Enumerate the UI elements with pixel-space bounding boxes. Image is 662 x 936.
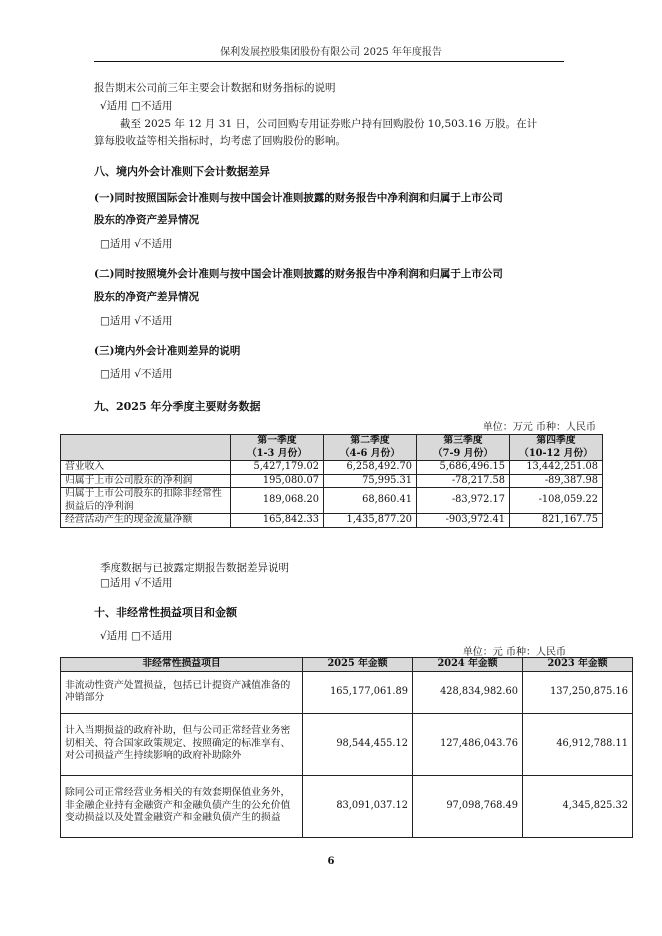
s8-title: 八、境内外会计准则下会计数据差异 <box>94 165 270 178</box>
page-header: 保利发展控股集团股份有限公司 2025 年年度报告 <box>220 47 442 58</box>
table-row <box>61 775 633 837</box>
table-header-row <box>61 658 633 672</box>
header-q2: 第二季度 （4-6 月份） <box>324 435 417 461</box>
table-row <box>61 671 633 713</box>
s7-intro: 报告期末公司前三年主要会计数据和财务指标的说明 <box>94 82 336 94</box>
table-row <box>61 488 603 514</box>
cell-value: 98,544,455.12 <box>303 713 413 775</box>
cell-value: 189,068.20 <box>231 488 324 514</box>
s8-sub2-applicable: □适用 √不适用 <box>100 315 173 327</box>
row-label: 营业收入 <box>61 461 231 475</box>
quarterly-table <box>60 434 603 528</box>
nonrecurring-table <box>60 657 633 838</box>
s10-unit: 单位：元 币种：人民币 <box>462 647 566 658</box>
header-q4: 第四季度 （10-12 月份） <box>510 435 603 461</box>
cell-value: -78,217.58 <box>417 474 510 488</box>
page-number: 6 <box>327 856 335 867</box>
s8-sub3-applicable: □适用 √不适用 <box>100 368 173 380</box>
cell-value: 97,098,768.49 <box>413 775 523 837</box>
row-label: 经营活动产生的现金流量净额 <box>61 514 231 528</box>
cell-value: 13,442,251.08 <box>510 461 603 475</box>
s9-note: 季度数据与已披露定期报告数据差异说明 <box>100 562 289 574</box>
header-rule <box>94 61 564 62</box>
s9-title: 九、2025 年分季度主要财务数据 <box>94 400 261 413</box>
table-row <box>61 461 603 475</box>
s8-sub1-line1: (一)同时按照国际会计准则与按中国会计准则披露的财务报告中净利润和归属于上市公司 <box>94 192 503 204</box>
s10-title: 十、非经常性损益项目和金额 <box>94 606 237 619</box>
s7-note-line2: 算每股收益等相关指标时，均考虑了回购股份的影响。 <box>94 135 346 147</box>
cell-value: 75,995.31 <box>324 474 417 488</box>
cell-value: 821,167.75 <box>510 514 603 528</box>
s8-sub2-line2: 股东的净资产差异情况 <box>94 291 199 303</box>
header-blank <box>61 435 231 461</box>
header-q3: 第三季度 （7-9 月份） <box>417 435 510 461</box>
s8-sub1-line2: 股东的净资产差异情况 <box>94 214 199 226</box>
s8-sub1-applicable: □适用 √不适用 <box>100 238 173 250</box>
cell-value: 1,435,877.20 <box>324 514 417 528</box>
cell-value: 68,860.41 <box>324 488 417 514</box>
s8-sub2-line1: (二)同时按照境外会计准则与按中国会计准则披露的财务报告中净利润和归属于上市公司 <box>94 268 503 280</box>
table-row <box>61 474 603 488</box>
row-label: 归属于上市公司股东的扣除非经常性损益后的净利润 <box>61 488 231 514</box>
cell-value: 127,486,043.76 <box>413 713 523 775</box>
row-label: 除同公司正常经营业务相关的有效套期保值业务外，非金融企业持有金融资产和金融负债产生的公允价值变动损益以及处置金融资产和金融负债产生的损益 <box>61 775 303 837</box>
row-label: 非流动性资产处置损益，包括已计提资产减值准备的冲销部分 <box>61 671 303 713</box>
header-2024: 2024 年金额 <box>413 658 523 672</box>
cell-value: 5,686,496.15 <box>417 461 510 475</box>
cell-value: -83,972.17 <box>417 488 510 514</box>
cell-value: 4,345,825.32 <box>523 775 633 837</box>
cell-value: -903,972.41 <box>417 514 510 528</box>
table-row <box>61 713 633 775</box>
cell-value: 165,177,061.89 <box>303 671 413 713</box>
header-item: 非经常性损益项目 <box>61 658 303 672</box>
cell-value: 46,912,788.11 <box>523 713 633 775</box>
s9-note-applicable: □适用 √不适用 <box>100 577 173 589</box>
row-label: 归属于上市公司股东的净利润 <box>61 474 231 488</box>
cell-value: -89,387.98 <box>510 474 603 488</box>
s10-applicable: √适用 □不适用 <box>100 630 173 642</box>
row-label: 计入当期损益的政府补助，但与公司正常经营业务密切相关、符合国家政策规定、按照确定的标准享有、对公司损益产生持续影响的政府补助除外 <box>61 713 303 775</box>
cell-value: 195,080.07 <box>231 474 324 488</box>
cell-value: 428,834,982.60 <box>413 671 523 713</box>
cell-value: 6,258,492.70 <box>324 461 417 475</box>
cell-value: 83,091,037.12 <box>303 775 413 837</box>
cell-value: -108,059.22 <box>510 488 603 514</box>
s7-applicable: √适用 □不适用 <box>100 100 173 112</box>
s8-sub3: (三)境内外会计准则差异的说明 <box>94 345 241 357</box>
header-q1: 第一季度 （1-3 月份） <box>231 435 324 461</box>
cell-value: 5,427,179.02 <box>231 461 324 475</box>
header-2025: 2025 年金额 <box>303 658 413 672</box>
cell-value: 165,842.33 <box>231 514 324 528</box>
table-row <box>61 514 603 528</box>
s9-unit: 单位：万元 币种：人民币 <box>482 422 596 433</box>
s7-note-line1: 截至 2025 年 12 月 31 日，公司回购专用证券账户持有回购股份 10,503.16 万股。在计 <box>120 118 538 130</box>
table-header-row <box>61 435 603 461</box>
header-2023: 2023 年金额 <box>523 658 633 672</box>
cell-value: 137,250,875.16 <box>523 671 633 713</box>
